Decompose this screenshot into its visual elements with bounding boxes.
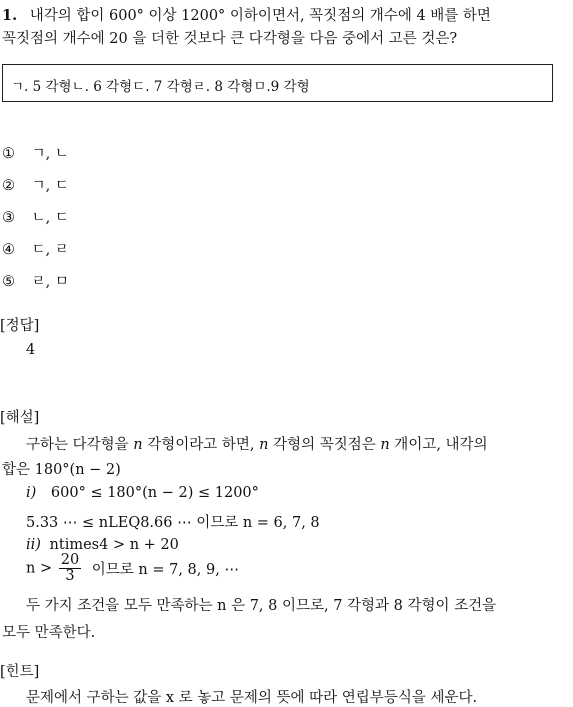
choice-text: ㄱ, ㄷ xyxy=(31,178,69,194)
math-var: n xyxy=(259,437,269,453)
choice-3[interactable] xyxy=(2,206,69,227)
choice-mark: ⑤ xyxy=(2,274,15,290)
explanation-line-7: 두 가지 조건을 모두 만족하는 n 은 7, 8 이므로, 7 각형과 8 각형이 조건을 xyxy=(26,598,497,614)
explanation-line-4: 5.33 ⋯ ≤ nLEQ8.66 ⋯ 이므로 n = 6, 7, 8 xyxy=(26,515,320,531)
case-label: i) xyxy=(26,485,37,501)
choice-text: ㄴ, ㄷ xyxy=(31,210,69,226)
explanation-label: [해설] xyxy=(0,410,40,426)
question-number: 1. xyxy=(2,7,18,24)
explanation-line-2: 합은 180°(n − 2) xyxy=(2,462,121,478)
explanation-line-3 xyxy=(26,485,259,501)
math-var: n xyxy=(380,437,390,453)
hint-label: [힌트] xyxy=(0,664,40,680)
choice-mark: ④ xyxy=(2,242,15,258)
choice-text: ㄹ, ㅁ xyxy=(31,274,69,290)
math-var: n xyxy=(133,437,143,453)
fraction xyxy=(59,553,81,584)
fraction-numerator: 20 xyxy=(60,552,80,568)
choice-text: ㄱ, ㄴ xyxy=(31,146,69,162)
options-box xyxy=(2,64,553,102)
choice-5[interactable] xyxy=(2,270,69,291)
choice-2[interactable] xyxy=(2,174,69,195)
case-text: 600° ≤ 180°(n − 2) ≤ 1200° xyxy=(50,485,259,501)
math-text: n > xyxy=(26,560,53,577)
explanation-line-1 xyxy=(26,433,488,454)
math-text: 이므로 n = 7, 8, 9, ⋯ xyxy=(91,562,239,579)
options-box-text: ㄱ. 5 각형ㄴ. 6 각형ㄷ. 7 각형ㄹ. 8 각형ㅁ.9 각형 xyxy=(11,79,310,95)
choice-4[interactable] xyxy=(2,238,69,259)
fraction-denominator: 3 xyxy=(65,568,75,585)
case-label: ii) xyxy=(26,537,41,553)
choice-1[interactable] xyxy=(2,142,69,163)
question-text-2: 꼭짓점의 개수에 20 을 더한 것보다 큰 다각형을 다음 중에서 고른 것은? xyxy=(2,31,458,47)
answer-label: [정답] xyxy=(0,318,40,334)
choice-mark: ① xyxy=(2,146,15,162)
hint-text: 문제에서 구하는 값을 x 로 놓고 문제의 뜻에 따라 연립부등식을 세운다. xyxy=(26,690,478,706)
text-run: 구하는 다각형을 xyxy=(26,437,134,453)
explanation-line-6 xyxy=(26,553,239,584)
text-run: 각형이라고 하면, xyxy=(142,437,260,453)
case-text: ntimes4 > n + 20 xyxy=(49,537,179,553)
question-line-1 xyxy=(2,4,491,25)
text-run: 개이고, 내각의 xyxy=(389,437,488,453)
explanation-line-8: 모두 만족한다. xyxy=(2,625,96,641)
choice-mark: ③ xyxy=(2,210,15,226)
choice-mark: ② xyxy=(2,178,15,194)
question-text-1: 내각의 합이 600° 이상 1200° 이하이면서, 꼭짓점의 개수에 4 배를 하면 xyxy=(29,8,491,24)
explanation-line-5 xyxy=(26,537,179,553)
text-run: 각형의 꼭짓점은 xyxy=(268,437,381,453)
choice-text: ㄷ, ㄹ xyxy=(31,242,69,258)
answer-value: 4 xyxy=(26,342,36,358)
